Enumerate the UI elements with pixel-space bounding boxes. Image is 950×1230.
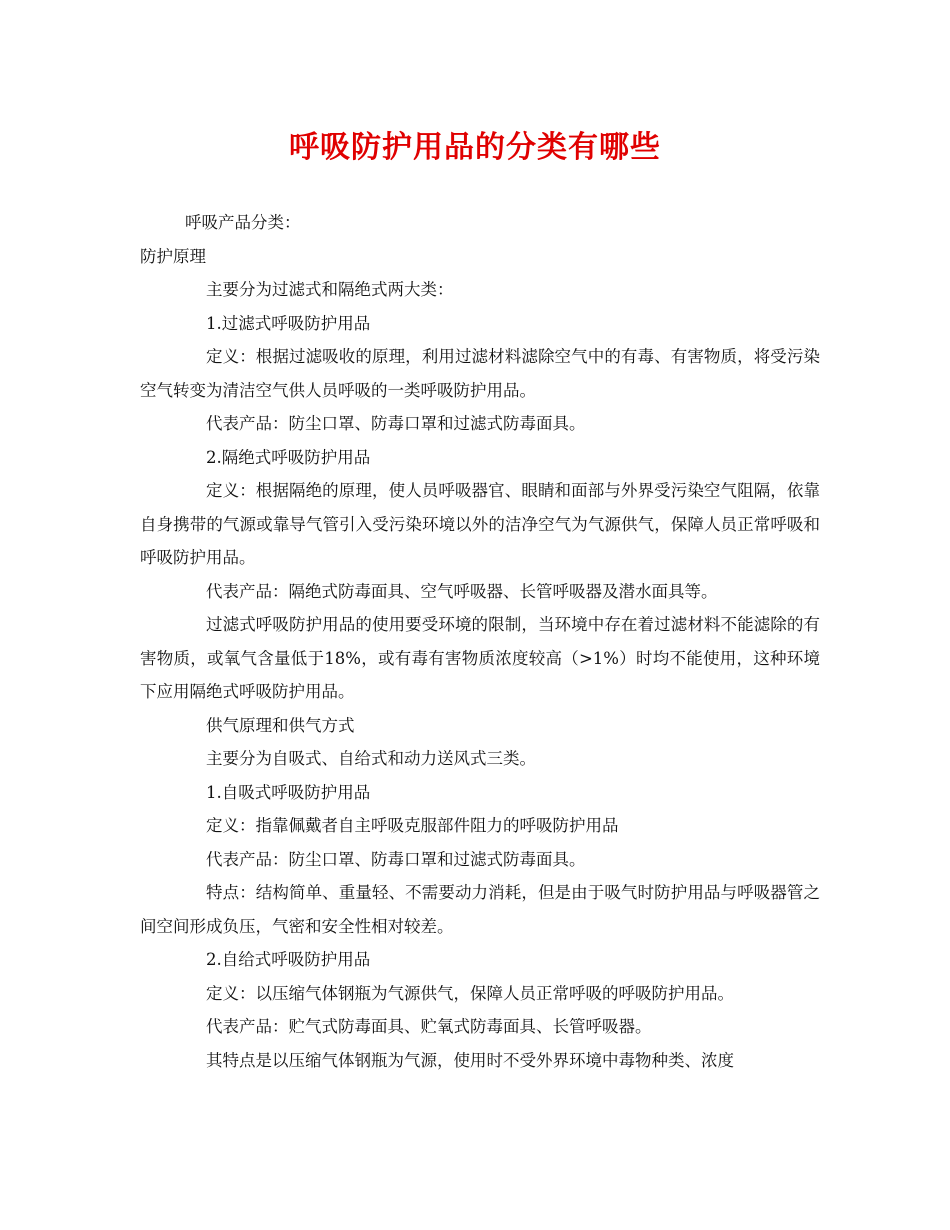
paragraph: 特点：结构简单、重量轻、不需要动力消耗，但是由于吸气时防护用品与呼吸器管之间空间形成负压，气密和安全性相对较差。 <box>140 883 820 936</box>
paragraph: 代表产品：防尘口罩、防毒口罩和过滤式防毒面具。 <box>206 414 586 433</box>
paragraph: 代表产品：防尘口罩、防毒口罩和过滤式防毒面具。 <box>206 849 586 869</box>
document-body <box>140 206 820 1077</box>
paragraph-product-classification: 呼吸产品分类： <box>185 213 301 232</box>
paragraph: 定义：以压缩气体钢瓶为气源供气，保障人员正常呼吸的呼吸防护用品。 <box>206 983 734 1003</box>
paragraph: 2.自给式呼吸防护用品 <box>206 950 371 969</box>
paragraph: 供气原理和供气方式 <box>206 715 355 735</box>
paragraph-protection-principle: 防护原理 <box>140 246 206 266</box>
paragraph: 1.过滤式呼吸防护用品 <box>206 313 371 333</box>
paragraph: 定义：根据隔绝的原理，使人员呼吸器官、眼睛和面部与外界受污染空气阻隔，依靠自身携带的气源或靠导气管引入受污染环境以外的洁净空气为气源供气，保障人员正常呼吸和呼吸防护用品。 <box>140 481 820 567</box>
paragraph: 1.自吸式呼吸防护用品 <box>206 782 371 802</box>
paragraph: 定义：指靠佩戴者自主呼吸克服部件阻力的呼吸防护用品 <box>206 816 619 835</box>
document-title: 呼吸防护用品的分类有哪些 <box>289 130 661 165</box>
paragraph: 代表产品：隔绝式防毒面具、空气呼吸器、长管呼吸器及潜水面具等。 <box>206 581 718 601</box>
paragraph: 过滤式呼吸防护用品的使用要受环境的限制，当环境中存在着过滤材料不能滤除的有害物质，或氧气含量低于18%，或有毒有害物质浓度较高（>1%）时均不能使用，这种环境下应用隔绝式呼吸防护用品。 <box>140 615 820 701</box>
paragraph: 代表产品：贮气式防毒面具、贮氧式防毒面具、长管呼吸器。 <box>206 1017 652 1036</box>
paragraph: 主要分为自吸式、自给式和动力送风式三类。 <box>206 749 536 768</box>
paragraph: 其特点是以压缩气体钢瓶为气源，使用时不受外界环境中毒物种类、浓度 <box>206 1050 734 1070</box>
paragraph: 主要分为过滤式和隔绝式两大类： <box>206 280 454 299</box>
paragraph: 定义：根据过滤吸收的原理，利用过滤材料滤除空气中的有毒、有害物质，将受污染空气转变为清洁空气供人员呼吸的一类呼吸防护用品。 <box>140 347 820 400</box>
paragraph: 2.隔绝式呼吸防护用品 <box>206 447 371 467</box>
